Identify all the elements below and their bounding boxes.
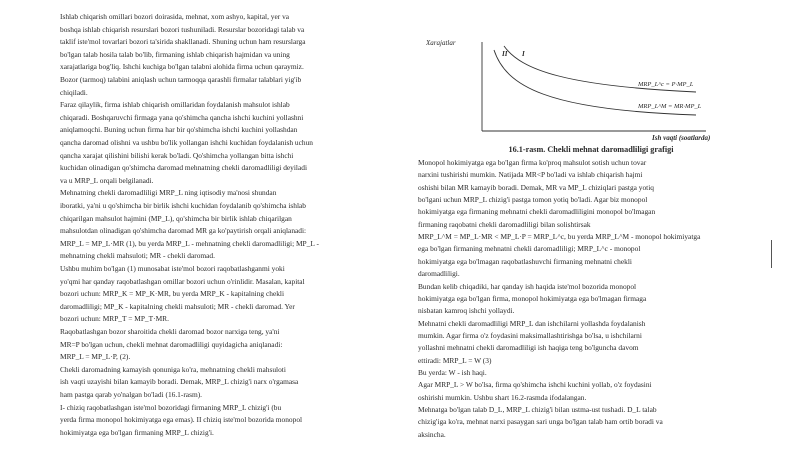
- right-line-7: ega bo'lgan firmaning mehnatni chekli daromadliligi; MRP_L^c - monopol: [418, 244, 641, 254]
- left-line-6: chiqiladi.: [60, 87, 88, 97]
- right-line-16: ettiradi: MRP_L = W (3): [418, 355, 492, 365]
- left-line-12: kuchidan olinadigan qo'shimcha daromad mehnatning chekli daromadliligi deyiladi: [60, 163, 308, 173]
- right-line-22: aksincha.: [418, 429, 446, 439]
- right-line-8: hokimiyatga ega bo'lmagan raqobatlashuvchi firmaning mehnatni chekli: [418, 256, 632, 266]
- left-line-14: Mehnatning chekli daromadliligi MRP_L ning iqtisodiy ma'nosi shundan: [60, 188, 277, 198]
- right-line-5: firmaning raqobatni chekli daromadliligi bilan solishtirsak: [418, 219, 591, 229]
- right-line-0: Monopol hokimiyatga ega bo'lgan firma ko'proq mahsulot sotish uchun tovar: [418, 158, 647, 167]
- scroll-marker: [771, 240, 772, 268]
- left-line-13: va u MRP_L orqali belgilanadi.: [60, 175, 154, 185]
- left-line-21: yo'qmi har qanday raqobatlashgan omillar bozori uchun o'rinlidir. Masalan, kapital: [60, 276, 305, 286]
- left-line-19: mehnatning chekli mahsuloti; MR - chekli daromad.: [60, 251, 215, 261]
- left-line-2: taklif iste'mol tovarlari bozori ta'sirida shakllanadi. Shuning uchun ham resurslarga: [60, 37, 306, 47]
- mrp-chart: [426, 36, 766, 144]
- right-line-14: mumkin. Agar firma o'z foydasini maksimallashtirishga bo'lsa, u ishchilarni: [418, 330, 642, 340]
- left-line-3: bo'lgan talab hosila talab bo'lib, firmaning ishlab chiqarish hajmidan va uning: [60, 49, 290, 59]
- left-line-27: MRP_L = MP_L·P, (2).: [60, 352, 131, 362]
- left-line-16: chiqarilgan mahsulot hajmini (MP_L), qo'shimcha bir birlik ishlab chiqarilgan: [60, 213, 292, 223]
- right-line-17: Bu yerda: W - ish haqi.: [418, 367, 487, 377]
- left-line-11: qancha xarajat qilishini bilishi kerak bo'ladi. Qo'shimcha yollangan bitta ishchi: [60, 150, 294, 160]
- legend-top: MRP_L^c = P·MP_L: [638, 81, 694, 88]
- right-line-10: Bundan kelib chiqadiki, har qanday ish haqida iste'mol bozorida monopol: [418, 281, 637, 291]
- left-line-15: iboratki, ya'ni u qo'shimcha bir birlik ishchi kuchidan foydalanib qo'shimcha ishlab: [60, 201, 306, 210]
- right-line-3: bo'lgani uchun MRP_L chizig'i pastga tomon yotiq bo'ladi. Agar biz monopol: [418, 195, 648, 205]
- x-axis-label: Ish vaqti (soatlarda): [652, 134, 711, 142]
- left-line-18: MRP_L = MP_L·MR (1), bu yerda MRP_L - mehnatning chekli daromadliligi; MP_L -: [60, 238, 319, 248]
- left-line-20: Ushbu muhim bo'lgan (1) munosabat iste'mol bozori raqobatlashganmi yoki: [60, 264, 285, 273]
- left-line-25: Raqobatlashgan bozor sharoitida chekli daromad bozor narxiga teng, ya'ni: [60, 327, 280, 336]
- legend-bottom: MRP_L^M = MR·MP_L: [638, 103, 702, 110]
- y-axis-label: Xarajatlar: [426, 39, 456, 47]
- left-line-29: ish vaqti uzayishi bilan kamayib boradi. Demak, MRP_L chizig'i narx o'rgamasa: [60, 377, 299, 387]
- right-line-4: hokimiyatga ega firmaning mehnatni chekli daromadliligini monopol bo'lmagan: [418, 207, 656, 217]
- left-line-8: chiqaradi. Boshqaruvchi firmaga yana qo'shimcha qancha ishchi kuchini yollashni: [60, 112, 304, 122]
- right-line-20: Mehnatga bo'lgan talab D_L, MRP_L chizig'i bilan ustma-ust tushadi. D_L talab: [418, 405, 657, 414]
- right-line-2: oshishi bilan MR kamayib boradi. Demak, MR va MP_L chiziqlari pastga yotiq: [418, 182, 654, 192]
- right-line-9: daromadliligi.: [418, 269, 460, 279]
- left-line-24: bozori uchun: MRP_T = MP_T·MR.: [60, 314, 169, 324]
- right-line-1: narxini tushirishi mumkin. Natijada MR<P bo'ladi va ishlab chiqarish hajmi: [418, 170, 643, 180]
- right-line-19: oshirishi mumkin. Ushbu shart 16.2-rasmda ifodalangan.: [418, 392, 587, 402]
- left-line-23: daromadliligi; MP_K - kapitalning chekli mahsuloti; MR - chekli daromad. Yer: [60, 301, 295, 311]
- left-line-1: boshqa ishlab chiqarish resurslari bozori tushuniladi. Resurslar bozoridagi talab va: [60, 24, 305, 34]
- right-line-6: MRP_L^M = MP_L·MR < MP_L·P = MRP_L^c, bu yerda MRP_L^M - monopol hokimiyatga: [418, 232, 701, 242]
- left-line-33: hokimiyatga ega bo'lgan firmaning MRP_L chizig'i.: [60, 427, 214, 437]
- left-line-10: qancha daromad olishni va ushbu bo'lik yollangan ishchi kuchidan foydalanish uchun: [60, 138, 313, 147]
- left-line-22: bozori uchun: MRP_K = MP_K·MR, bu yerda MRP_K - kapitalning chekli: [60, 289, 285, 299]
- left-line-4: xarajatlariga bog'liq. Ishchi kuchiga bo'lgan talabni alohida firma uchun qaraymiz.: [60, 62, 304, 72]
- curve-label-I: I: [522, 50, 525, 58]
- left-line-17: mahsulotdan olinadigan qo'shimcha daromad MR ga ko'paytirish orqali aniqlanadi:: [60, 226, 307, 236]
- left-line-32: yerda firma monopol hokimiyatga ega emas). II chiziq iste'mol bozorida monopol: [60, 415, 303, 425]
- right-line-18: Agar MRP_L > W bo'lsa, firma qo'shimcha ishchi kuchini yollab, o'z foydasini: [418, 380, 652, 390]
- figure-caption: 16.1-rasm. Chekli mehnat daromadliligi grafigi: [508, 145, 674, 154]
- right-line-15: yollashni mehnatni chekli daromadliligi ish haqiga teng bo'lguncha davom: [418, 343, 639, 353]
- left-line-9: aniqlamoqchi. Buning uchun firma har bir qo'shimcha ishchi kuchini yollashdan: [60, 125, 298, 135]
- left-line-26: MR=P bo'lgan uchun, chekli mehnat daromadliligi quyidagicha aniqlanadi:: [60, 339, 283, 349]
- curve-label-II: II: [502, 50, 508, 58]
- left-line-30: ham pastga qarab yo'nalgan bo'ladi (16.1-rasm).: [60, 390, 203, 399]
- left-line-7: Faraz qilaylik, firma ishlab chiqarish omillaridan foydalanish mahsulot ishlab: [60, 100, 290, 110]
- left-line-0: Ishlab chiqarish omillari bozori doirasida, mehnat, xom ashyo, kapital, yer va: [60, 12, 290, 21]
- right-line-11: hokimiyatga ega bo'lgan firma, monopol hokimiyatga ega bo'lmagan firmaga: [418, 293, 647, 303]
- right-line-13: Mehnatni chekli daromadliligi MRP_L dan ishchilarni yollashda foydalanish: [418, 318, 646, 328]
- left-line-31: I- chiziq raqobatlashgan iste'mol bozoridagi firmaning MRP_L chizig'i (bu: [60, 402, 282, 412]
- right-line-21: chizig'iga ko'ra, mehnat narxi pasaygan sari unga bo'lgan talab ham ortib boradi va: [418, 417, 663, 427]
- right-line-12: nisbatan kamroq ishchi yollaydi.: [418, 306, 515, 316]
- left-line-5: Bozor (tarmoq) talabini aniqlash uchun tarmoqqa qarashli firmalar talablari yig'ib: [60, 75, 302, 84]
- left-line-28: Chekli daromadning kamayish qonuniga ko'ra, mehnatning chekli mahsuloti: [60, 364, 286, 374]
